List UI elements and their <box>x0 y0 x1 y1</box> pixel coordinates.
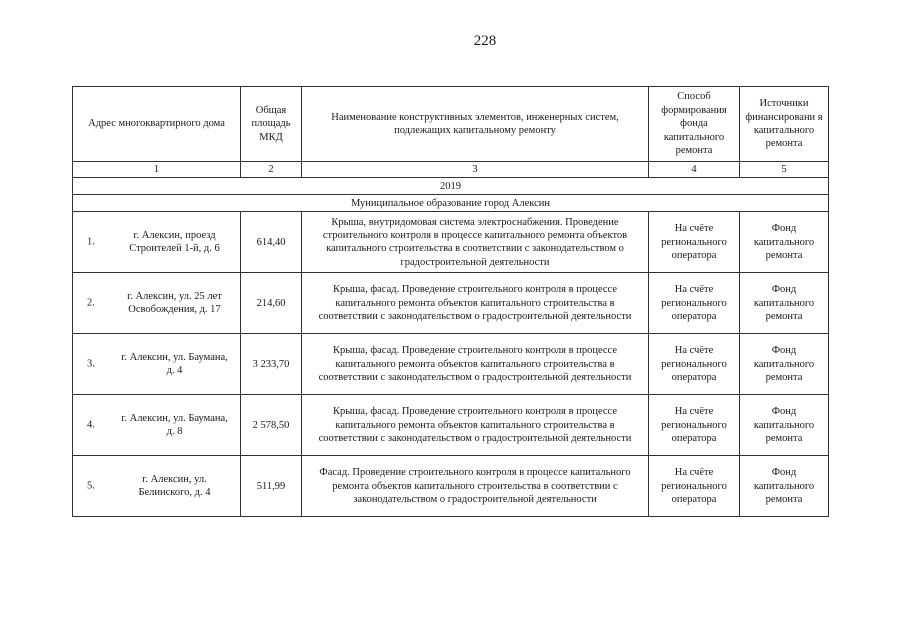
column-number: 2 <box>241 162 302 178</box>
column-number: 5 <box>740 162 829 178</box>
row-number: 5. <box>87 480 95 492</box>
capital-repair-table <box>72 86 829 517</box>
address-cell <box>73 334 241 395</box>
header-address: Адрес многоквартирного дома <box>73 87 241 162</box>
table-row <box>73 334 829 395</box>
source-cell: Фонд капитального ремонта <box>740 212 829 273</box>
municipality-label: Муниципальное образование город Алексин <box>73 195 829 212</box>
header-fund-method: Способ формирования фонда капитального ремонта <box>649 87 740 162</box>
source-cell: Фонд капитального ремонта <box>740 395 829 456</box>
header-sources: Источники финансировани я капитального ремонта <box>740 87 829 162</box>
elements-cell: Крыша, фасад. Проведение строительного контроля в процессе капитального ремонта объектов капитального строительства в соответствии с законодательством о градостроительной деятельности <box>302 273 649 334</box>
year-label: 2019 <box>73 178 829 195</box>
column-number: 1 <box>73 162 241 178</box>
address-cell <box>73 456 241 517</box>
elements-cell: Крыша, внутридомовая система электроснабжения. Проведение строительного контроля в процессе капитального ремонта объектов капитального строительства в соответствии с законодательством о градостроительной деятельности <box>302 212 649 273</box>
fund-method-cell: На счёте регионального оператора <box>649 456 740 517</box>
table-row <box>73 395 829 456</box>
column-number: 4 <box>649 162 740 178</box>
source-cell: Фонд капитального ремонта <box>740 456 829 517</box>
source-cell: Фонд капитального ремонта <box>740 273 829 334</box>
column-number-row <box>73 162 829 178</box>
municipality-row <box>73 195 829 212</box>
address-text: г. Алексин, ул. Белинского, д. 4 <box>138 474 211 499</box>
address-text: г. Алексин, ул. Баумана, д. 4 <box>121 352 228 377</box>
source-cell: Фонд капитального ремонта <box>740 334 829 395</box>
fund-method-cell: На счёте регионального оператора <box>649 395 740 456</box>
header-elements: Наименование конструктивных элементов, инженерных систем, подлежащих капитальному ремонту <box>302 87 649 162</box>
elements-cell: Крыша, фасад. Проведение строительного контроля в процессе капитального ремонта объектов капитального строительства в соответствии с законодательством о градостроительной деятельности <box>302 395 649 456</box>
area-cell: 614,40 <box>241 212 302 273</box>
area-cell: 511,99 <box>241 456 302 517</box>
table-row <box>73 273 829 334</box>
table-header-row <box>73 87 829 162</box>
address-cell <box>73 212 241 273</box>
address-cell <box>73 273 241 334</box>
fund-method-cell: На счёте регионального оператора <box>649 212 740 273</box>
row-number: 4. <box>87 419 95 431</box>
address-text: г. Алексин, проезд Строителей 1-й, д. 6 <box>129 230 220 255</box>
table-row <box>73 456 829 517</box>
fund-method-cell: На счёте регионального оператора <box>649 273 740 334</box>
elements-cell: Крыша, фасад. Проведение строительного контроля в процессе капитального ремонта объектов капитального строительства в соответствии с законодательством о градостроительной деятельности <box>302 334 649 395</box>
year-row <box>73 178 829 195</box>
header-area: Общая площадь МКД <box>241 87 302 162</box>
address-text: г. Алексин, ул. 25 лет Освобождения, д. 17 <box>127 291 222 316</box>
area-cell: 214,60 <box>241 273 302 334</box>
row-number: 1. <box>87 236 95 248</box>
page-number: 228 <box>473 33 497 49</box>
column-number: 3 <box>302 162 649 178</box>
row-number: 2. <box>87 297 95 309</box>
row-number: 3. <box>87 358 95 370</box>
address-cell <box>73 395 241 456</box>
fund-method-cell: На счёте регионального оператора <box>649 334 740 395</box>
table-row <box>73 212 829 273</box>
area-cell: 2 578,50 <box>241 395 302 456</box>
address-text: г. Алексин, ул. Баумана, д. 8 <box>121 413 228 438</box>
area-cell: 3 233,70 <box>241 334 302 395</box>
elements-cell: Фасад. Проведение строительного контроля в процессе капитального ремонта объектов капитального строительства в соответствии с законодательством о градостроительной деятельности <box>302 456 649 517</box>
